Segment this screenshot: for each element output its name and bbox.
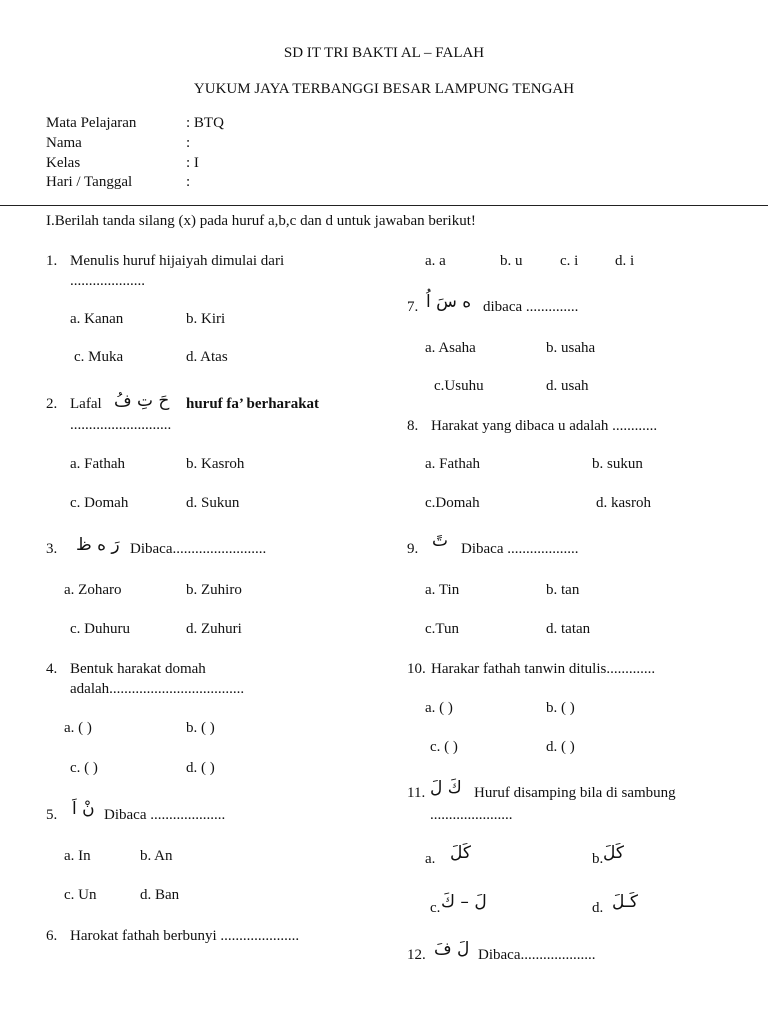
q6-number: 6. bbox=[46, 928, 58, 944]
q4-option-d[interactable]: d. ( ) bbox=[186, 760, 215, 776]
q4-number: 4. bbox=[46, 661, 58, 677]
q8-option-b[interactable]: b. sukun bbox=[592, 456, 643, 472]
q5-option-c[interactable]: c. Un bbox=[64, 887, 97, 903]
q3-number: 3. bbox=[46, 541, 58, 557]
q7-number: 7. bbox=[407, 299, 419, 315]
q8-option-a[interactable]: a. Fathah bbox=[425, 456, 480, 472]
q7-option-a[interactable]: a. Asaha bbox=[425, 340, 476, 356]
q4-option-a[interactable]: a. ( ) bbox=[64, 720, 92, 736]
q3-option-d[interactable]: d. Zuhuri bbox=[186, 621, 242, 637]
q9-option-c[interactable]: c.Tun bbox=[425, 621, 460, 637]
q11-option-d[interactable]: d. bbox=[592, 900, 604, 916]
q9-option-d[interactable]: d. tatan bbox=[546, 621, 591, 637]
q1-dots: .................... bbox=[70, 273, 145, 289]
q8-option-c[interactable]: c.Domah bbox=[425, 495, 480, 511]
q6-text: Harokat fathah berbunyi ..................... bbox=[70, 928, 300, 944]
q5-text: Dibaca .................... bbox=[104, 807, 226, 823]
school-title: SD IT TRI BAKTI AL – FALAH bbox=[283, 45, 485, 61]
q9-arabic: تً bbox=[432, 531, 449, 551]
q11-option-d-arabic: كَـلَ bbox=[612, 892, 638, 912]
q11-option-a[interactable]: a. bbox=[425, 851, 436, 867]
q3-arabic: رَ ه ظ bbox=[76, 535, 120, 555]
q1-number: 1. bbox=[46, 253, 58, 269]
q2-arabic: حَ تِ فُ bbox=[114, 391, 170, 411]
q3-option-a[interactable]: a. Zoharo bbox=[64, 582, 122, 598]
info-value-class: : I bbox=[186, 155, 199, 171]
q8-text: Harakat yang dibaca u adalah ............ bbox=[431, 418, 658, 434]
q11-option-a-arabic: كَلَ bbox=[450, 843, 471, 863]
q12-text: Dibaca.................... bbox=[478, 947, 596, 963]
info-label-date: Hari / Tanggal bbox=[46, 174, 133, 190]
q3-text: Dibaca......................... bbox=[130, 541, 267, 557]
q1-text: Menulis huruf hijaiyah dimulai dari bbox=[70, 253, 285, 269]
q11-option-b-arabic: كَلَ bbox=[603, 843, 624, 863]
q7-option-d[interactable]: d. usah bbox=[546, 378, 589, 394]
q7-option-c[interactable]: c.Usuhu bbox=[434, 378, 484, 394]
q4-option-b[interactable]: b. ( ) bbox=[186, 720, 215, 736]
q5-option-d[interactable]: d. Ban bbox=[140, 887, 180, 903]
q11-arabic: كَ لَ bbox=[430, 778, 462, 798]
q9-text: Dibaca ................... bbox=[461, 541, 579, 557]
q11-option-c[interactable]: c. bbox=[430, 900, 441, 916]
info-value-name: : bbox=[186, 135, 191, 151]
q1-option-d[interactable]: d. Atas bbox=[186, 349, 228, 365]
q5-arabic: نْ اَ bbox=[72, 799, 95, 819]
q2-option-d[interactable]: d. Sukun bbox=[186, 495, 240, 511]
q6-option-a[interactable]: a. a bbox=[425, 253, 446, 269]
q4-text: Bentuk harakat domah bbox=[70, 661, 206, 677]
q10-number: 10. bbox=[407, 661, 426, 677]
q2-option-c[interactable]: c. Domah bbox=[70, 495, 129, 511]
q6-option-c[interactable]: c. i bbox=[560, 253, 579, 269]
q11-dots: ...................... bbox=[430, 807, 513, 823]
q2-option-b[interactable]: b. Kasroh bbox=[186, 456, 245, 472]
q6-option-d[interactable]: d. i bbox=[615, 253, 635, 269]
q10-text: Harakar fathah tanwin ditulis............. bbox=[431, 661, 656, 677]
q4-dots: adalah.................................... bbox=[70, 681, 245, 697]
q8-number: 8. bbox=[407, 418, 419, 434]
q7-option-b[interactable]: b. usaha bbox=[546, 340, 596, 356]
q1-option-a[interactable]: a. Kanan bbox=[70, 311, 124, 327]
q7-text: dibaca .............. bbox=[483, 299, 579, 315]
q3-option-c[interactable]: c. Duhuru bbox=[70, 621, 130, 637]
q11-number: 11. bbox=[407, 785, 426, 801]
q11-option-b[interactable]: b. bbox=[592, 851, 604, 867]
q5-option-b[interactable]: b. An bbox=[140, 848, 173, 864]
q8-option-d[interactable]: d. kasroh bbox=[596, 495, 651, 511]
q2-text: huruf fa’ berharakat bbox=[186, 396, 320, 412]
q3-option-b[interactable]: b. Zuhiro bbox=[186, 582, 242, 598]
info-value-date: : bbox=[186, 174, 191, 190]
instruction: I.Berilah tanda silang (x) pada huruf a,b,c dan d untuk jawaban berikut! bbox=[46, 213, 476, 229]
q11-text: Huruf disamping bila di sambung bbox=[474, 785, 676, 801]
q10-option-b[interactable]: b. ( ) bbox=[546, 700, 575, 716]
q2-option-a[interactable]: a. Fathah bbox=[70, 456, 125, 472]
q9-number: 9. bbox=[407, 541, 419, 557]
q2-prefix: Lafal bbox=[70, 396, 102, 412]
q5-option-a[interactable]: a. In bbox=[64, 848, 91, 864]
school-location: YUKUM JAYA TERBANGGI BESAR LAMPUNG TENGAH bbox=[193, 81, 575, 97]
q12-number: 12. bbox=[407, 947, 426, 963]
q2-dots: ........................... bbox=[70, 417, 172, 433]
q12-arabic: لَ فَ bbox=[434, 939, 470, 959]
q7-arabic: ه سَ اُ bbox=[426, 292, 472, 312]
info-value-subject: : BTQ bbox=[186, 115, 224, 131]
q10-option-a[interactable]: a. ( ) bbox=[425, 700, 453, 716]
q1-option-c[interactable]: c. Muka bbox=[74, 349, 124, 365]
q10-option-c[interactable]: c. ( ) bbox=[430, 739, 458, 755]
info-label-subject: Mata Pelajaran bbox=[46, 115, 137, 131]
q1-option-b[interactable]: b. Kiri bbox=[186, 311, 226, 327]
info-label-name: Nama bbox=[46, 135, 82, 151]
info-label-class: Kelas bbox=[46, 155, 81, 171]
q2-number: 2. bbox=[46, 396, 58, 412]
q4-option-c[interactable]: c. ( ) bbox=[70, 760, 98, 776]
q6-option-b[interactable]: b. u bbox=[500, 253, 523, 269]
divider bbox=[0, 205, 768, 206]
q9-option-a[interactable]: a. Tin bbox=[425, 582, 460, 598]
q9-option-b[interactable]: b. tan bbox=[546, 582, 580, 598]
q11-option-c-arabic: لَ – كَ bbox=[441, 892, 487, 912]
q5-number: 5. bbox=[46, 807, 58, 823]
q10-option-d[interactable]: d. ( ) bbox=[546, 739, 575, 755]
